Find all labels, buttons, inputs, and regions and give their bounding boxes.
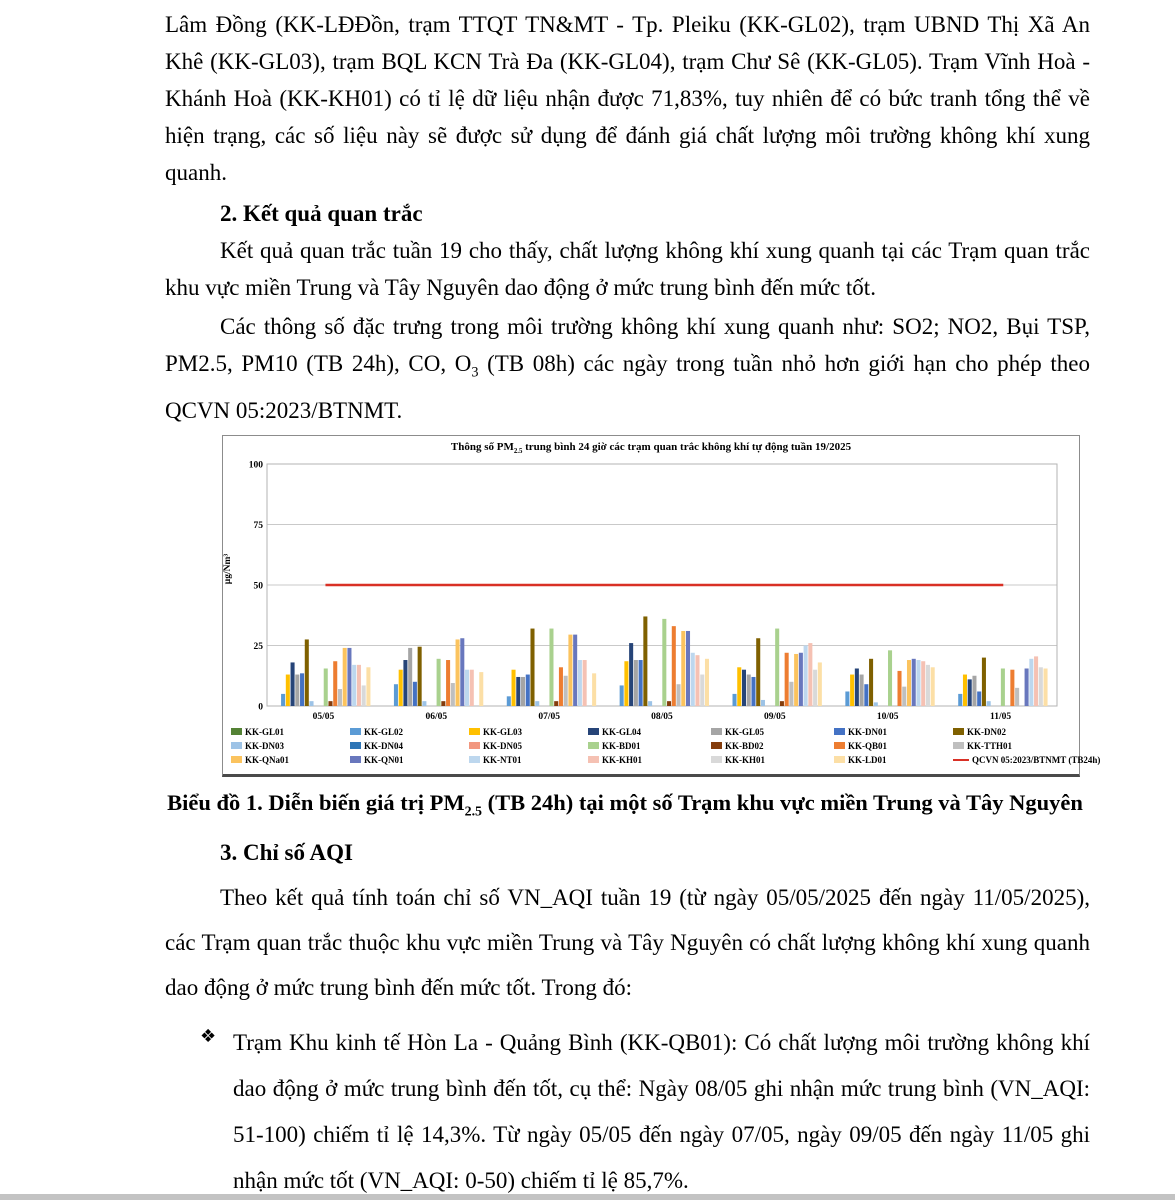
bar xyxy=(864,684,868,706)
bar xyxy=(850,674,854,705)
bar xyxy=(629,643,633,706)
legend-label: KK-GL02 xyxy=(364,726,404,737)
legend-color-swatch xyxy=(588,742,599,749)
bar xyxy=(333,661,337,706)
legend-color-swatch xyxy=(350,756,361,763)
legend-color-swatch xyxy=(231,756,242,763)
legend-item xyxy=(231,741,350,751)
legend-label: KK-KH01 xyxy=(725,754,765,765)
legend-color-swatch xyxy=(953,742,964,749)
bar xyxy=(897,671,901,706)
y-axis-label: µg/Nm³ xyxy=(223,553,233,584)
paragraph-monitoring-result: Kết quả quan trắc tuần 19 cho thấy, chất lượng không khí xung quanh tại các Trạm quan trắc khu vực miền Trung và Tây Nguyên dao động ở mức trung bình đến mức tốt. xyxy=(165,238,1090,300)
paragraph-station-data: Lâm Đồng (KK-LĐĐồn, trạm TTQT TN&MT - Tp. Pleiku (KK-GL02), trạm UBND Thị Xã An Khê (KK-GL03), trạm BQL KCN Trà Đa (KK-GL04), trạm Chư Sê (KK-GL05). Trạm Vĩnh Hoà - Khánh Hoà (KK-KH01) có tỉ lệ dữ liệu nhận được 71,83%, tuy nhiên để có bức tranh tổng thể về hiện trạng, các số liệu này sẽ được sử dụng để đánh giá chất lượng môi trường không khí xung quanh. xyxy=(165,12,1090,185)
bar xyxy=(281,694,285,706)
bar xyxy=(295,674,299,705)
bar xyxy=(860,674,864,705)
bar xyxy=(465,669,469,705)
legend-item xyxy=(953,755,1100,765)
legend-label: QCVN 05:2023/BTNMT (TB24h) xyxy=(972,754,1101,765)
bar xyxy=(441,701,445,706)
bar xyxy=(352,665,356,706)
bar xyxy=(357,665,361,706)
chart-title-pre: Thông số PM xyxy=(450,440,514,453)
bar xyxy=(549,628,553,705)
bar xyxy=(512,669,516,705)
legend-item xyxy=(834,727,953,737)
bar xyxy=(855,668,859,706)
legend-color-swatch xyxy=(469,756,480,763)
legend-item xyxy=(953,741,1100,751)
bar xyxy=(662,619,666,706)
bar xyxy=(399,669,403,705)
legend-color-swatch xyxy=(350,742,361,749)
legend-item xyxy=(469,741,588,751)
bar xyxy=(751,677,755,706)
bar xyxy=(963,674,967,705)
legend-item xyxy=(711,727,834,737)
bar xyxy=(643,616,647,706)
legend-label: KK-QNa01 xyxy=(245,754,289,765)
bar xyxy=(1025,668,1029,706)
x-tick-label: 05/05 xyxy=(312,711,335,722)
paragraph-parameters xyxy=(165,308,1090,429)
bar xyxy=(639,660,643,706)
bar xyxy=(1039,667,1043,706)
legend-color-swatch xyxy=(711,728,722,735)
bar xyxy=(869,659,873,706)
bar xyxy=(366,667,370,706)
legend-item xyxy=(588,755,711,765)
bar xyxy=(624,661,628,706)
bar xyxy=(564,676,568,706)
legend-item xyxy=(350,755,469,765)
legend-item xyxy=(588,741,711,751)
chart-title xyxy=(223,441,1079,458)
bar xyxy=(818,662,822,706)
bar xyxy=(926,665,930,706)
bar xyxy=(761,700,765,706)
paragraph-parameters-post: (TB 08h) các ngày trong tuần nhỏ hơn giới hạn cho phép theo QCVN 05:2023/BTNMT. xyxy=(165,351,1090,423)
bar xyxy=(972,676,976,706)
legend-color-swatch xyxy=(834,728,845,735)
legend-label: KK-QB01 xyxy=(848,740,888,751)
legend-label: KK-GL03 xyxy=(483,726,523,737)
legend-color-swatch xyxy=(588,728,599,735)
legend-item xyxy=(469,727,588,737)
bar xyxy=(479,672,483,706)
x-tick-label: 11/05 xyxy=(990,711,1012,722)
legend-label: KK-DN02 xyxy=(967,726,1006,737)
bar xyxy=(470,669,474,705)
bar xyxy=(583,660,587,706)
bar xyxy=(305,639,309,706)
x-tick-label: 08/05 xyxy=(651,711,673,722)
bar xyxy=(507,696,511,706)
chart-legend xyxy=(223,726,1101,765)
pm25-chart xyxy=(222,435,1101,777)
bar xyxy=(907,660,911,706)
legend-label: KK-TTH01 xyxy=(967,740,1013,751)
legend-item xyxy=(231,727,350,737)
bar xyxy=(460,638,464,706)
bar xyxy=(559,667,563,706)
bar xyxy=(916,660,920,706)
bar xyxy=(789,682,793,706)
chart-title-subscript: 2.5 xyxy=(513,447,523,455)
y-tick-label: 100 xyxy=(248,460,263,471)
y-tick-label: 75 xyxy=(253,520,263,531)
bar xyxy=(775,628,779,705)
bar xyxy=(592,673,596,706)
diamond-bullet-icon: ❖ xyxy=(200,1026,217,1048)
bar xyxy=(977,691,981,706)
bar xyxy=(310,701,314,706)
legend-color-swatch xyxy=(834,756,845,763)
legend-color-swatch xyxy=(231,742,242,749)
bullet-station-qb01-text: Trạm Khu kinh tế Hòn La - Quảng Bình (KK-QB01): Có chất lượng môi trường không khí dao động ở mức trung bình đến tốt, cụ thể: Ngày 08/05 ghi nhận mức trung bình (VN_AQI: 51-100) chiếm tỉ lệ 14,3%. Từ ngày 05/05 đến ngày 07/05, ngày 09/05 đến ngày 11/05 ghi nhận mức tốt (VN_AQI: 0-50) chiếm tỉ lệ 85,7%. xyxy=(233,1030,1090,1194)
bar xyxy=(535,701,539,706)
bar xyxy=(648,701,652,706)
legend-item xyxy=(588,727,711,737)
bar xyxy=(931,667,935,706)
page-edge-strip xyxy=(0,1194,1175,1200)
bar xyxy=(695,655,699,706)
bar xyxy=(394,684,398,706)
legend-label: KK-DN04 xyxy=(364,740,403,751)
bar xyxy=(347,648,351,706)
bar xyxy=(456,639,460,706)
bar xyxy=(804,645,808,706)
bar xyxy=(799,653,803,706)
bar xyxy=(681,631,685,706)
bar xyxy=(343,648,347,706)
bar xyxy=(794,654,798,706)
chart-title-post: trung bình 24 giờ các trạm quan trắc không khí tự động tuần 19/2025 xyxy=(522,440,852,453)
bar xyxy=(756,638,760,706)
bar xyxy=(291,662,295,706)
bar xyxy=(874,702,878,706)
chart-caption-subscript: 2.5 xyxy=(464,804,483,820)
bar xyxy=(732,694,736,706)
bar xyxy=(521,677,525,706)
bar xyxy=(667,701,671,706)
bar xyxy=(403,660,407,706)
chart-caption xyxy=(160,787,1090,829)
legend-label: KK-NT01 xyxy=(483,754,522,765)
legend-color-swatch xyxy=(469,728,480,735)
bar xyxy=(700,674,704,705)
legend-color-swatch xyxy=(469,742,480,749)
legend-label: KK-GL01 xyxy=(245,726,285,737)
bar xyxy=(888,650,892,706)
bar xyxy=(634,660,638,706)
legend-label: KK-DN01 xyxy=(848,726,887,737)
paragraph-parameters-pre: Các thông số đặc trưng trong môi trường không khí xung quanh như: SO2; NO2, Bụi TSP, PM2.5, PM10 (TB 24h), CO, O xyxy=(165,314,1090,376)
legend-item xyxy=(834,755,953,765)
legend-color-swatch xyxy=(711,742,722,749)
y-tick-label: 25 xyxy=(253,641,263,652)
bar xyxy=(286,674,290,705)
bar xyxy=(968,679,972,706)
bar xyxy=(573,634,577,705)
bar xyxy=(578,660,582,706)
bar xyxy=(1044,668,1048,706)
bar xyxy=(300,673,304,706)
legend-color-swatch xyxy=(711,756,722,763)
x-tick-label: 09/05 xyxy=(764,711,786,722)
legend-item xyxy=(469,755,588,765)
legend-color-swatch xyxy=(350,728,361,735)
bar xyxy=(1029,659,1033,706)
bar xyxy=(516,677,520,706)
bar xyxy=(691,653,695,706)
bar xyxy=(530,628,534,705)
bar xyxy=(921,661,925,706)
bar xyxy=(672,626,676,706)
x-tick-label: 07/05 xyxy=(538,711,560,722)
bar xyxy=(987,701,991,706)
bar xyxy=(1015,688,1019,706)
bar xyxy=(422,701,426,706)
bar xyxy=(451,683,455,706)
bar xyxy=(958,694,962,706)
legend-label: KK-BD01 xyxy=(602,740,641,751)
bar xyxy=(568,634,572,705)
bar xyxy=(982,657,986,705)
legend-item xyxy=(953,727,1100,737)
legend-item xyxy=(231,755,350,765)
bar xyxy=(437,659,441,706)
legend-label: KK-DN03 xyxy=(245,740,284,751)
legend-item xyxy=(711,755,834,765)
bar xyxy=(362,685,366,706)
bar xyxy=(408,648,412,706)
legend-label: KK-BD02 xyxy=(725,740,764,751)
legend-item xyxy=(350,741,469,751)
bar xyxy=(338,689,342,706)
bar xyxy=(446,660,450,706)
x-tick-label: 06/05 xyxy=(425,711,448,722)
y-tick-label: 50 xyxy=(253,581,263,592)
paragraph-aqi-summary: Theo kết quả tính toán chỉ số VN_AQI tuần 19 (từ ngày 05/05/2025 đến ngày 11/05/2025), các Trạm quan trắc thuộc khu vực miền Trung và Tây Nguyên có chất lượng không khí xung quanh dao động ở mức trung bình đến mức tốt. Trong đó: xyxy=(165,885,1090,1001)
legend-color-swatch xyxy=(834,742,845,749)
chart-caption-post: (TB 24h) tại một số Trạm khu vực miền Trung và Tây Nguyên xyxy=(482,789,1083,815)
legend-color-swatch xyxy=(588,756,599,763)
legend-label: KK-QN01 xyxy=(364,754,404,765)
bar xyxy=(1034,656,1038,706)
legend-label: KK-KH01 xyxy=(602,754,642,765)
legend-label: KK-DN05 xyxy=(483,740,522,751)
bar xyxy=(737,667,741,706)
chart-plot xyxy=(239,458,1065,726)
section-heading-2: 2. Kết quả quan trắc xyxy=(220,201,423,226)
o3-subscript: 3 xyxy=(471,364,479,381)
bar xyxy=(845,691,849,706)
chart-caption-pre: Biểu đồ 1. Diễn biến giá trị PM xyxy=(167,789,465,815)
bar xyxy=(912,659,916,706)
legend-item xyxy=(711,741,834,751)
bar xyxy=(813,669,817,705)
legend-label: KK-GL04 xyxy=(602,726,642,737)
bar xyxy=(780,701,784,706)
bar xyxy=(742,669,746,705)
bar xyxy=(324,668,328,706)
legend-item xyxy=(834,741,953,751)
bar xyxy=(747,674,751,705)
x-tick-label: 10/05 xyxy=(876,711,899,722)
bar xyxy=(413,682,417,706)
legend-color-swatch xyxy=(953,728,964,735)
bar xyxy=(1001,668,1005,706)
y-tick-label: 0 xyxy=(258,702,263,713)
bar xyxy=(808,643,812,706)
legend-item xyxy=(350,727,469,737)
bar xyxy=(785,653,789,706)
legend-color-swatch xyxy=(231,728,242,735)
bar xyxy=(705,659,709,706)
bar xyxy=(677,684,681,706)
bullet-station-qb01 xyxy=(165,1020,1090,1204)
bar xyxy=(418,646,422,705)
legend-label: KK-GL05 xyxy=(725,726,765,737)
bar xyxy=(526,674,530,705)
bar xyxy=(902,686,906,705)
bar xyxy=(620,685,624,706)
bar xyxy=(554,701,558,706)
bar xyxy=(328,701,332,706)
bar xyxy=(686,631,690,706)
section-heading-3: 3. Chỉ số AQI xyxy=(220,840,353,866)
legend-label: KK-LD01 xyxy=(848,754,887,765)
legend-line-swatch xyxy=(953,759,969,762)
bar xyxy=(1010,669,1014,705)
